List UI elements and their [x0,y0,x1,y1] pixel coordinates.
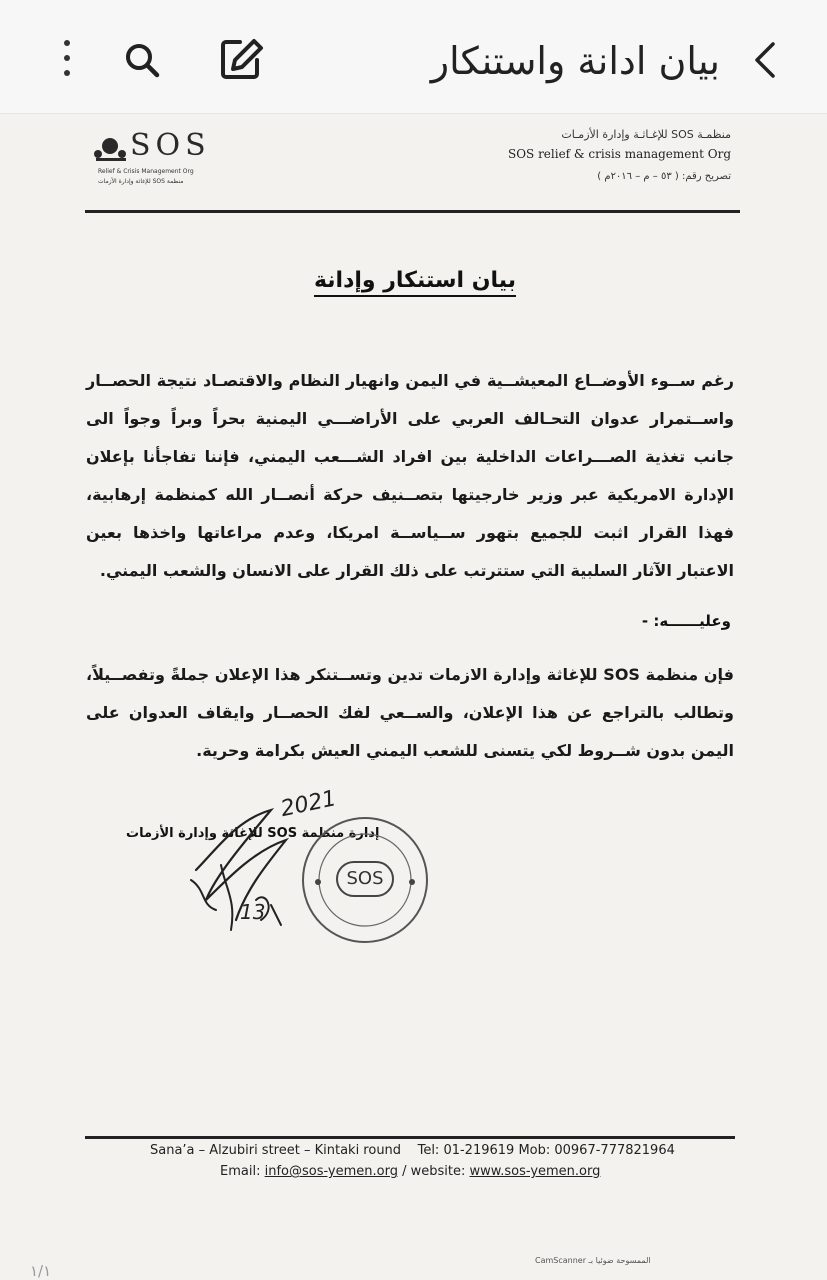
more-vertical-icon-dot [64,55,70,61]
org-name-en: SOS relief & crisis management Org [507,147,731,161]
footer-address-line [150,1143,710,1158]
logo-text: SOS [130,128,211,163]
stamp-text: SOS [346,868,384,889]
signature-date: 2021 [278,786,339,823]
search-button[interactable] [120,38,164,82]
footer-contact-line [220,1164,740,1179]
statement-heading [250,268,580,293]
logo-subtitle-ar: منظمة SOS للإغاثة وإدارة الأزمات [98,178,184,185]
scan-watermark: الممسوحة ضوئيا بـ CamScanner [535,1256,651,1265]
back-button[interactable] [745,38,785,82]
edit-button[interactable] [218,36,268,82]
globe-hands-icon [92,132,130,162]
header-divider [85,210,740,213]
more-vertical-icon-dot [64,70,70,76]
footer-phones: Tel: 01-219619 Mob: 00967-777821964 [417,1143,675,1158]
footer-email-link[interactable]: info@sos-yemen.org [264,1164,398,1179]
search-icon [120,38,164,82]
page-indicator: ١/١ [30,1262,52,1280]
statement-paragraph-2: فإن منظمة SOS للإغاثة وإدارة الازمات تدين وتســتنكر هذا الإعلان جملةً وتفصــيلاً، وتطالب بالتراجع عن هذا الإعلان، والســعي لفك الحصــار وايقاف العدوان على اليمن بدون شــروط لكي يتسنى للشعب اليمني العيش بكرامة وحرية. [86,665,735,760]
statement-paragraph-1: رغم ســوء الأوضــاع المعيشــية في اليمن وانهيار النظام والاقتصـاد نتيجة الحصــار واســتمرار عدوان التحـالف العربي على الأراضـــي اليمنية بحراً وبراً وجواً الى جانب تغذية الصـــراعات الداخلية بين افراد الشـــعب اليمني، فإننا تفاجأنا بإعلان الإدارة الامريكية عبر وزير خارجيتها بتصــنيف حركة أنصــار الله كمنظمة إرهابية، فهذا القرار اثبت للجميع بتهور ســياســة امريكا، وعدم مراعاتها واخذها بعين الاعتبار الآثار السلبية التي ستترتب على ذلك القرار على الانسان والشعب اليمني. [86,371,734,580]
app-bar [0,0,827,114]
org-logo [92,128,232,190]
footer-website-label: / website: [402,1164,466,1179]
signature-label: إدارة منظمة SOS للإغاثة وإدارة الأزمات [126,826,380,841]
statement-heading-text: بيان استنكار وإدانة [314,268,516,297]
more-options-button[interactable] [52,38,82,78]
footer-website-link[interactable]: www.sos-yemen.org [469,1164,601,1179]
footer-divider [85,1136,735,1139]
license-number: تصريح رقم: ( ٥٣ – م – ٢٠١٦م ) [597,171,731,182]
document-title: بيان ادانة واستنكار [430,39,720,83]
chevron-left-icon [745,38,785,82]
edit-icon [218,36,268,82]
org-name-ar: منظمـة SOS للإغـاثـة وإدارة الأزمـات [561,128,731,141]
signature-mark: 13 [240,900,266,924]
footer-address: Sana’a – Alzubiri street – Kintaki round [150,1143,402,1158]
footer-email-label: Email: [220,1164,261,1179]
and-therefore-label: وعليــــــه: - [641,612,731,630]
organization-stamp [290,810,440,950]
letterhead-org-info [431,126,731,196]
logo-subtitle-en: Relief & Crisis Management Org [98,168,194,175]
more-vertical-icon [64,40,70,46]
